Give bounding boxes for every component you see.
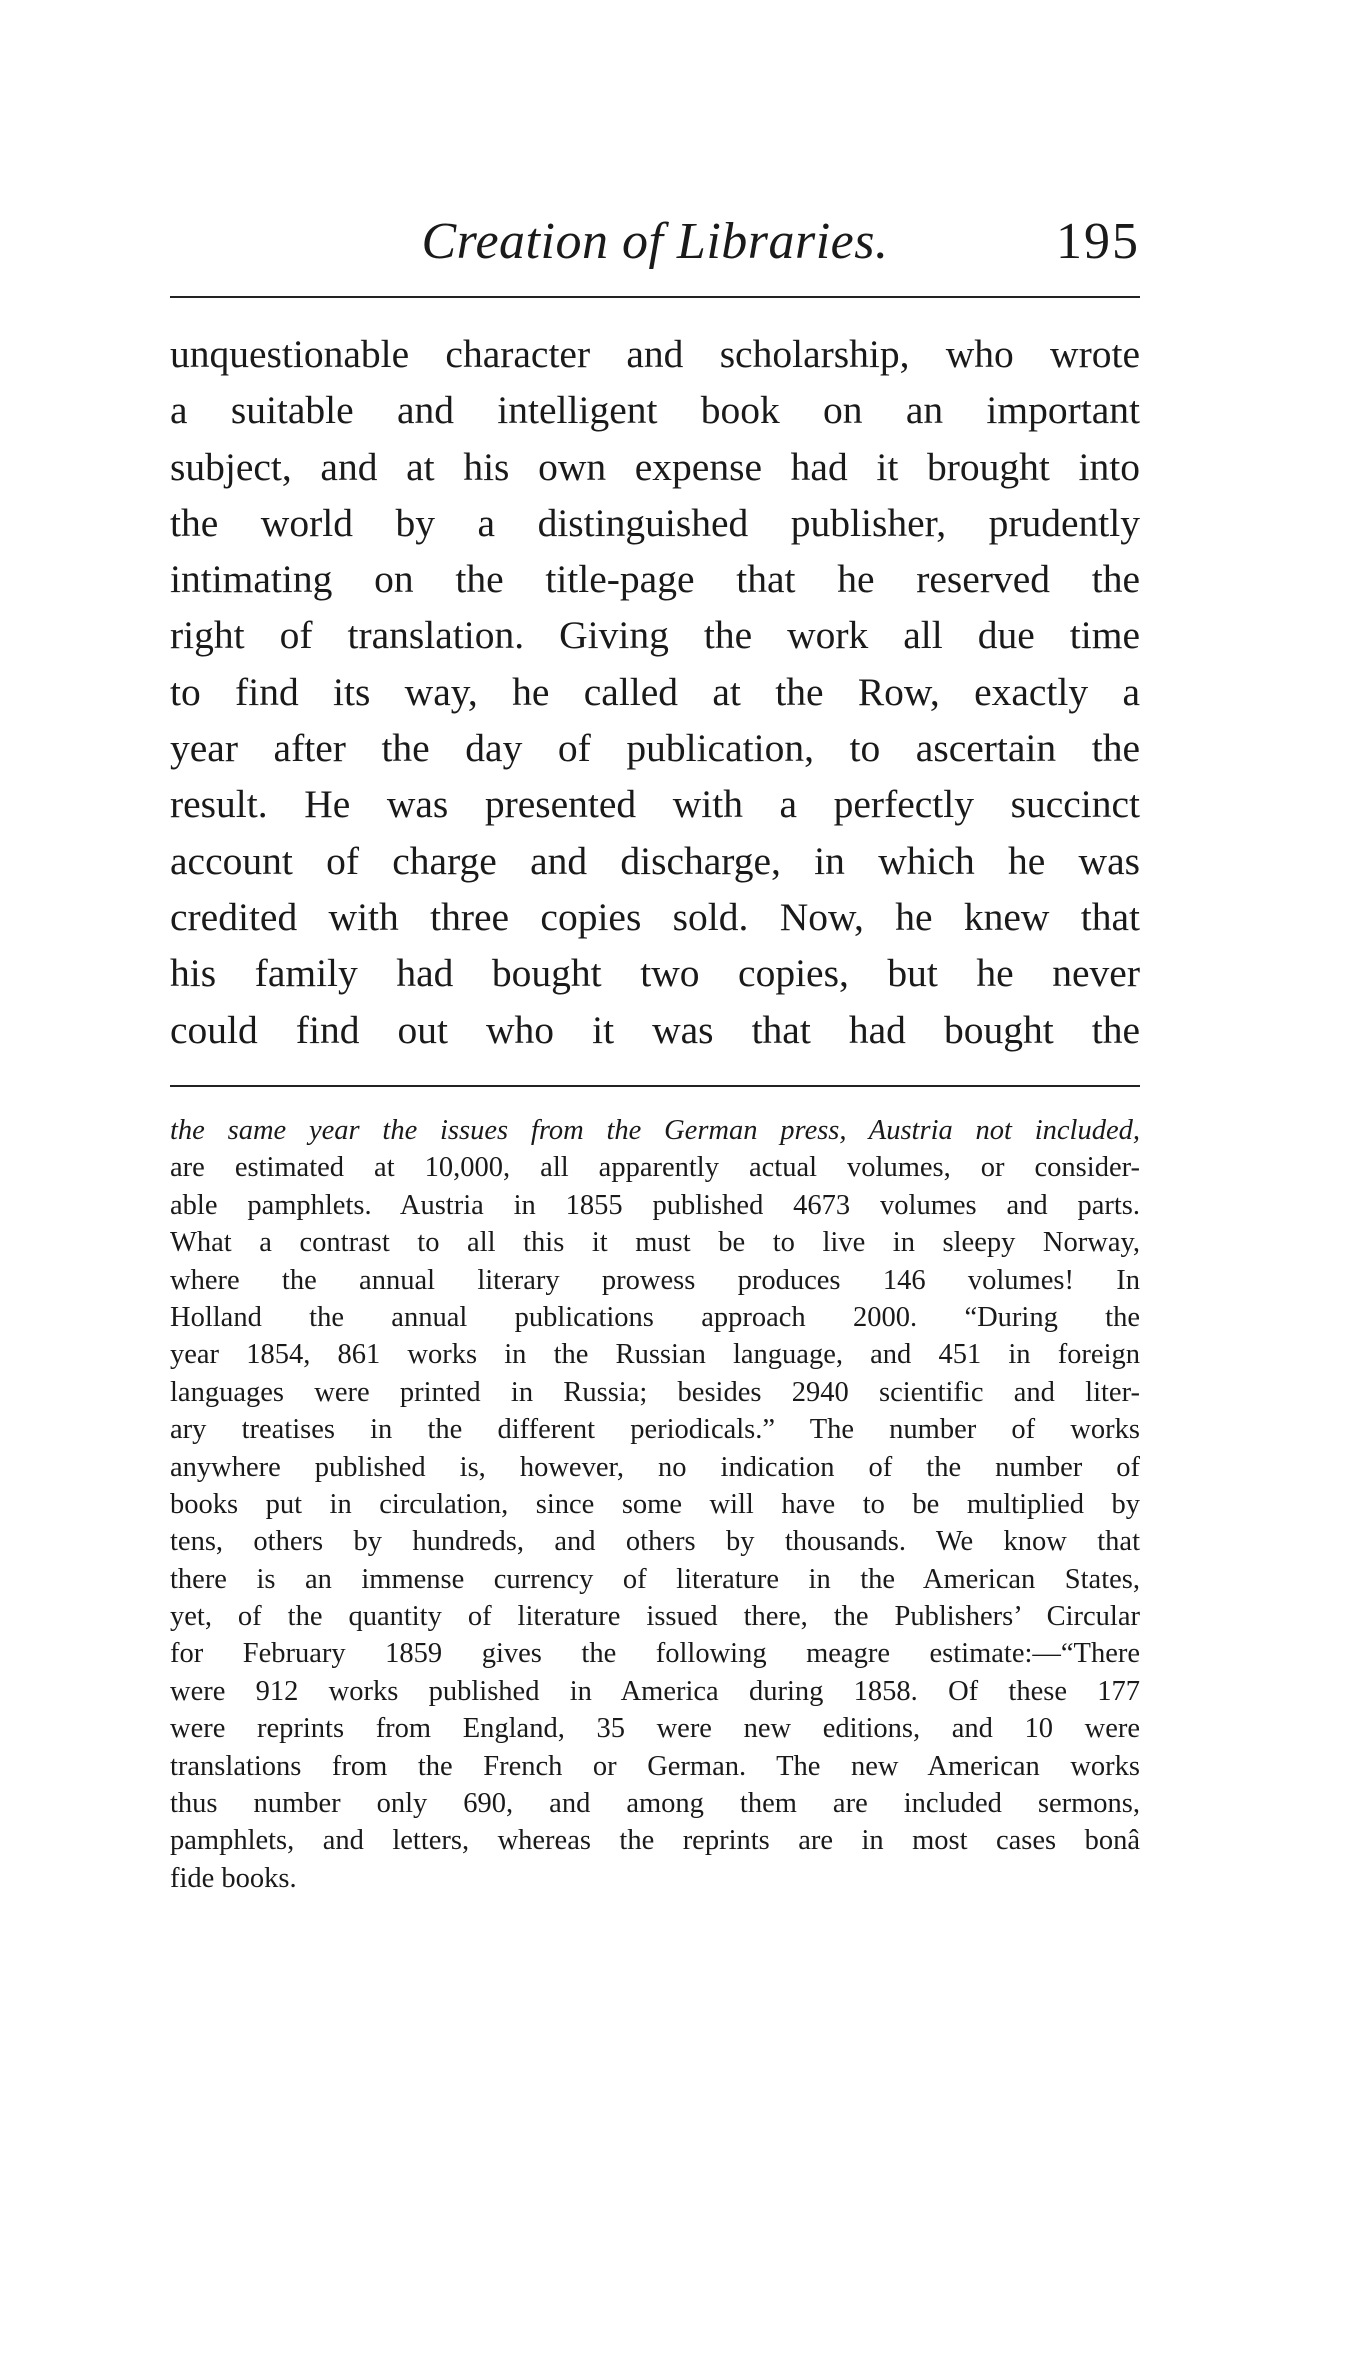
footnote-line: pamphlets, and letters, whereas the reprints are in most cases bonâ xyxy=(170,1825,1140,1857)
body-line: could find out who it was that had bought the xyxy=(170,1007,1140,1052)
body-line: intimating on the title-page that he reserved the xyxy=(170,557,1140,602)
footnote-line: year 1854, 861 works in the Russian language, and 451 in foreign xyxy=(170,1339,1140,1371)
footnote-line: where the annual literary prowess produces 146 volumes! In xyxy=(170,1264,1140,1296)
body-line: result. He was presented with a perfectly succinct xyxy=(170,782,1140,827)
footnote-line: the same year the issues from the German press, Austria not included, xyxy=(170,1115,1140,1146)
body-line: right of translation. Giving the work all due time xyxy=(170,613,1140,658)
footnote-line: tens, others by hundreds, and others by thousands. We know that xyxy=(170,1526,1140,1558)
footnote xyxy=(170,1112,1140,1897)
footnote-line: were 912 works published in America during 1858. Of these 177 xyxy=(170,1675,1140,1707)
body-line: a suitable and intelligent book on an important xyxy=(170,388,1140,433)
body-line: to find its way, he called at the Row, exactly a xyxy=(170,669,1140,714)
footnote-line: ary treatises in the different periodicals.” The number of works xyxy=(170,1414,1140,1446)
page-number: 195 xyxy=(1056,213,1140,270)
footnote-line: there is an immense currency of literature in the American States, xyxy=(170,1563,1140,1595)
page-header xyxy=(170,212,1140,282)
footnote-line: translations from the French or German. The new American works xyxy=(170,1750,1140,1782)
footnote-line: languages were printed in Russia; besides 2940 scientific and liter- xyxy=(170,1376,1140,1408)
footnote-line: able pamphlets. Austria in 1855 published 4673 volumes and parts. xyxy=(170,1189,1140,1221)
body-line: subject, and at his own expense had it brought into xyxy=(170,444,1140,489)
footnote-line: Holland the annual publications approach 2000. “During the xyxy=(170,1301,1140,1333)
body-line: unquestionable character and scholarship, who wrote xyxy=(170,332,1140,376)
footnote-line: fide books. xyxy=(170,1862,297,1894)
running-title: Creation of Libraries. xyxy=(421,213,889,270)
body-line: account of charge and discharge, in which he was xyxy=(170,838,1140,883)
footnote-line: books put in circulation, since some will have to be multiplied by xyxy=(170,1488,1140,1520)
footnote-line: What a contrast to all this it must be to live in sleepy Norway, xyxy=(170,1227,1140,1259)
footnote-line: for February 1859 gives the following meagre estimate:—“There xyxy=(170,1638,1140,1670)
footnote-line: were reprints from England, 35 were new editions, and 10 were xyxy=(170,1713,1140,1745)
footnote-line: yet, of the quantity of literature issued there, the Publishers’ Circular xyxy=(170,1601,1140,1633)
body-line: the world by a distinguished publisher, prudently xyxy=(170,500,1140,545)
header-rule xyxy=(170,296,1140,298)
footnote-line: thus number only 690, and among them are included sermons, xyxy=(170,1788,1140,1820)
body-line: his family had bought two copies, but he never xyxy=(170,951,1140,996)
body-text xyxy=(170,326,1140,1058)
footnote-line: are estimated at 10,000, all apparently actual volumes, or consider- xyxy=(170,1152,1140,1184)
footnote-line: anywhere published is, however, no indication of the number of xyxy=(170,1451,1140,1483)
body-line: credited with three copies sold. Now, he knew that xyxy=(170,894,1140,939)
body-line: year after the day of publication, to ascertain the xyxy=(170,726,1140,771)
footnote-rule xyxy=(170,1085,1140,1087)
